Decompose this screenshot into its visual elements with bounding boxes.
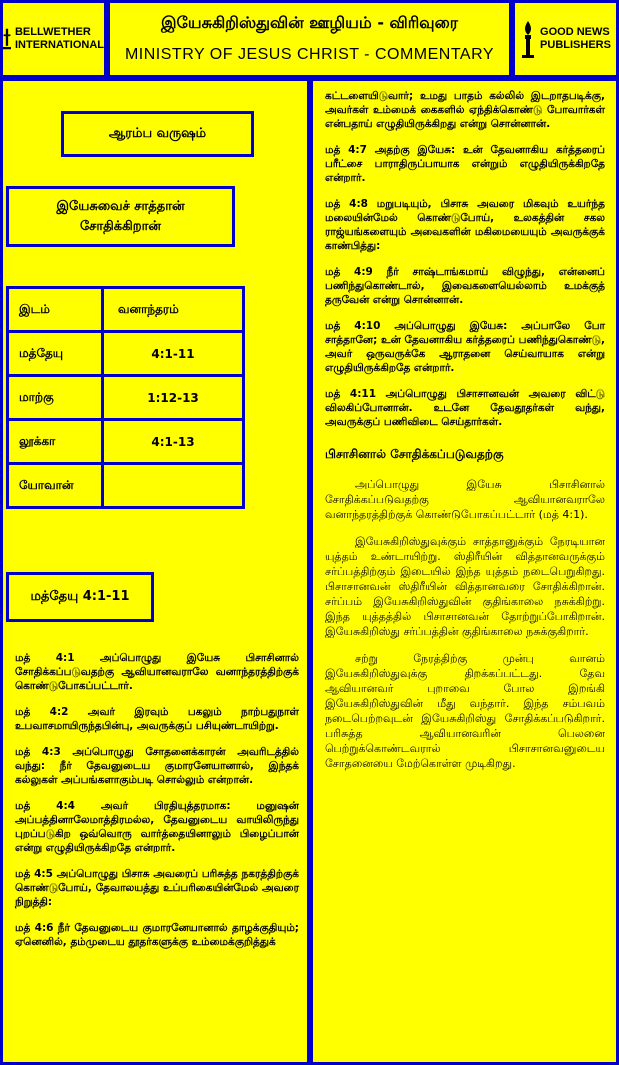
- verse-paragraph: மத் 4:4 அவர் பிரதியுத்தரமாக: மனுஷன் அப்பத்தினாலேமாத்திரமல்ல, தேவனுடைய வாயிலிருந்து புறப்படுகிற ஒவ்வொரு வார்த்தையினாலும் பிழைப்பான் என்று எழுதியிருக்கிறதே என்றார்.: [15, 800, 299, 854]
- section-label-text: ஆரம்ப வருஷம்: [108, 126, 207, 141]
- passage-label-text: மத்தேயு 4:1-11: [30, 589, 130, 604]
- verse-paragraph: மத் 4:8 மறுபடியும், பிசாசு அவரை மிகவும் உயர்ந்த மலையின்மேல் கொண்டுபோய், உலகத்தின் சகல ராஜ்யங்களையும் அவைகளின் மகிமையையும் அவருக்குக் காண்பித்து:: [325, 198, 605, 252]
- table-row: [8, 464, 244, 508]
- topic-label-line1: இயேசுவைச் சாத்தான்: [56, 198, 185, 214]
- verse-paragraph: மத் 4:7 அதற்கு இயேசு: உன் தேவனாகிய கர்த்தரைப் பரீட்சை பாராதிருப்பாயாக என்றும் எழுதியிருக்கிறதே என்றார்.: [325, 144, 605, 184]
- passage-label: [6, 572, 154, 622]
- table-row: [8, 376, 244, 420]
- commentary-paragraph: அப்பொழுது இயேசு பிசாசினால் சோதிக்கப்படுவதற்கு ஆவியானவராலே வனாந்தரத்திற்குக் கொண்டுபோகப்பட்டார் (மத் 4:1).: [325, 478, 605, 521]
- table-cell-reference: 4:1-13: [103, 420, 244, 464]
- left-column: [0, 78, 310, 1065]
- commentary-paragraph: இயேசுகிறிஸ்துவுக்கும் சாத்தானுக்கும் நேரடியான யுத்தம் உண்டாயிற்று. ஸ்திரீயின் வித்தானவருக்கும் சர்ப்பத்திற்கும் இடையில் இந்த யுத்தம் நடைபெறுகிறது. பிசாசானவன் ஸ்திரீயின் வித்தானவரை சோதிக்கிறான். சர்ப்பம் இயேசுகிறிஸ்துவின் குதிங்காலை நசுக்கிற்று. இந்த யுத்தத்தில் பிசாசானவன் தோற்றுப்போகிறான். இயேசுகிறிஸ்து சர்ப்பத்தின் குதிங்காலை நசுக்குகிறார்.: [325, 535, 605, 638]
- verse-paragraph: மத் 4:10 அப்பொழுது இயேசு: அப்பாலே போ சாத்தானே; உன் தேவனாகிய கர்த்தரைப் பணிந்துகொண்டு, அவர் ஒருவருக்கே ஆராதனை செய்வாயாக என்று எழுதியிருக்கிறதே என்றார்.: [325, 320, 605, 374]
- table-header-cell: வனாந்தரம்: [103, 288, 244, 332]
- right-column: [310, 78, 619, 1065]
- verse-paragraph: மத் 4:6 நீர் தேவனுடைய குமாரனேயானால் தாழக்குதியும்; ஏனெனில், தம்முடைய தூதர்களுக்கு உம்மைக்குறித்துக்: [15, 922, 299, 948]
- table-cell-book: லூக்கா: [8, 420, 103, 464]
- commentary-paragraph: சற்று நேரத்திற்கு முன்பு வானம் இயேசுகிறிஸ்துவுக்கு திறக்கப்பட்டது. தேவ ஆவியானவர் புறாவை போல இறங்கி இயேசுகிறிஸ்துவின் மீது வந்தார். இந்த சம்பவம் நடைபெற்றவுடன் இயேசுகிறிஸ்து சோதிக்கப்படுகிறார். பரிசுத்த ஆவியானவரின் பெலனை பெற்றுக்கொண்டவரால் பிசாசானவனுடைய சோதனையை மேற்கொள்ள முடிகிறது.: [325, 652, 605, 770]
- table-cell-reference: 1:12-13: [103, 376, 244, 420]
- table-header-cell: இடம்: [8, 288, 103, 332]
- left-logo-line1: BELLWETHER: [14, 26, 91, 38]
- table-header-row: [8, 288, 244, 332]
- verse-paragraph: கட்டளையிடுவார்; உமது பாதம் கல்லில் இடறாதபடிக்கு, அவர்கள் உம்மைக் கைகளில் ஏந்திக்கொண்டு போவார்கள் என்பதாய் எழுதியிருக்கிறது என்று சொன்னான்.: [325, 90, 605, 130]
- verse-paragraph: மத் 4:11 அப்பொழுது பிசாசானவன் அவரை விட்டு விலகிப்போனான். உடனே தேவதூதர்கள் வந்து, அவருக்குப் பணிவிடை செய்தார்கள்.: [325, 388, 605, 428]
- table-row: [8, 332, 244, 376]
- header-right-logo: [512, 0, 619, 78]
- reference-table: [6, 286, 245, 509]
- verse-paragraph: மத் 4:5 அப்பொழுது பிசாசு அவரைப் பரிசுத்த நகரத்திற்குக் கொண்டுபோய், தேவாலயத்து உப்பரிகையின்மேல் அவரை நிறுத்தி:: [15, 868, 299, 908]
- verse-paragraph: மத் 4:3 அப்பொழுது சோதனைக்காரன் அவரிடத்தில் வந்து: நீர் தேவனுடைய குமாரனேயானால், இந்தக் கல்லுகள் அப்பங்களாகும்படி சொல்லும் என்றான்.: [15, 746, 299, 786]
- title-english: MINISTRY OF JESUS CHRIST - COMMENTARY: [124, 46, 495, 63]
- ram-logo-icon: [3, 19, 11, 59]
- table-row: [8, 420, 244, 464]
- torch-logo-icon: [520, 19, 536, 59]
- right-logo-line1: GOOD NEWS: [540, 26, 610, 38]
- header-title-block: [107, 0, 512, 78]
- commentary-subheading: பிசாசினால் சோதிக்கப்படுவதற்கு: [325, 447, 504, 461]
- table-cell-reference: 4:1-11: [103, 332, 244, 376]
- verse-paragraph: மத் 4:2 அவர் இரவும் பகலும் நாற்பதுநாள் உபவாசமாயிருந்தபின்பு, அவருக்குப் பசியுண்டாயிற்று.: [15, 706, 299, 732]
- right-logo-line2: PUBLISHERS: [540, 39, 611, 51]
- table-cell-book: யோவான்: [8, 464, 103, 508]
- left-logo-line2: INTERNATIONAL: [14, 39, 104, 51]
- section-label: [61, 111, 254, 157]
- table-cell-book: மத்தேயு: [8, 332, 103, 376]
- table-cell-reference: [103, 464, 244, 508]
- header-left-logo: [0, 0, 107, 78]
- verse-paragraph: மத் 4:9 நீர் சாஷ்டாங்கமாய் விழுந்து, என்னைப் பணிந்துகொண்டால், இவைகளையெல்லாம் உமக்குத் தருவேன் என்று சொன்னான்.: [325, 266, 605, 306]
- topic-label-line2: சோதிக்கிறான்: [79, 218, 162, 234]
- title-tamil: இயேசுகிறிஸ்துவின் ஊழியம் - விரிவுரை: [160, 13, 458, 32]
- table-cell-book: மாற்கு: [8, 376, 103, 420]
- verse-paragraph: மத் 4:1 அப்பொழுது இயேசு பிசாசினால் சோதிக்கப்படுவதற்கு ஆவியானவராலே வனாந்தரத்திற்குக் கொண்டுபோகப்பட்டார்.: [15, 652, 299, 692]
- right-content: [325, 89, 605, 783]
- left-verses: [15, 651, 299, 961]
- topic-label: [6, 186, 235, 247]
